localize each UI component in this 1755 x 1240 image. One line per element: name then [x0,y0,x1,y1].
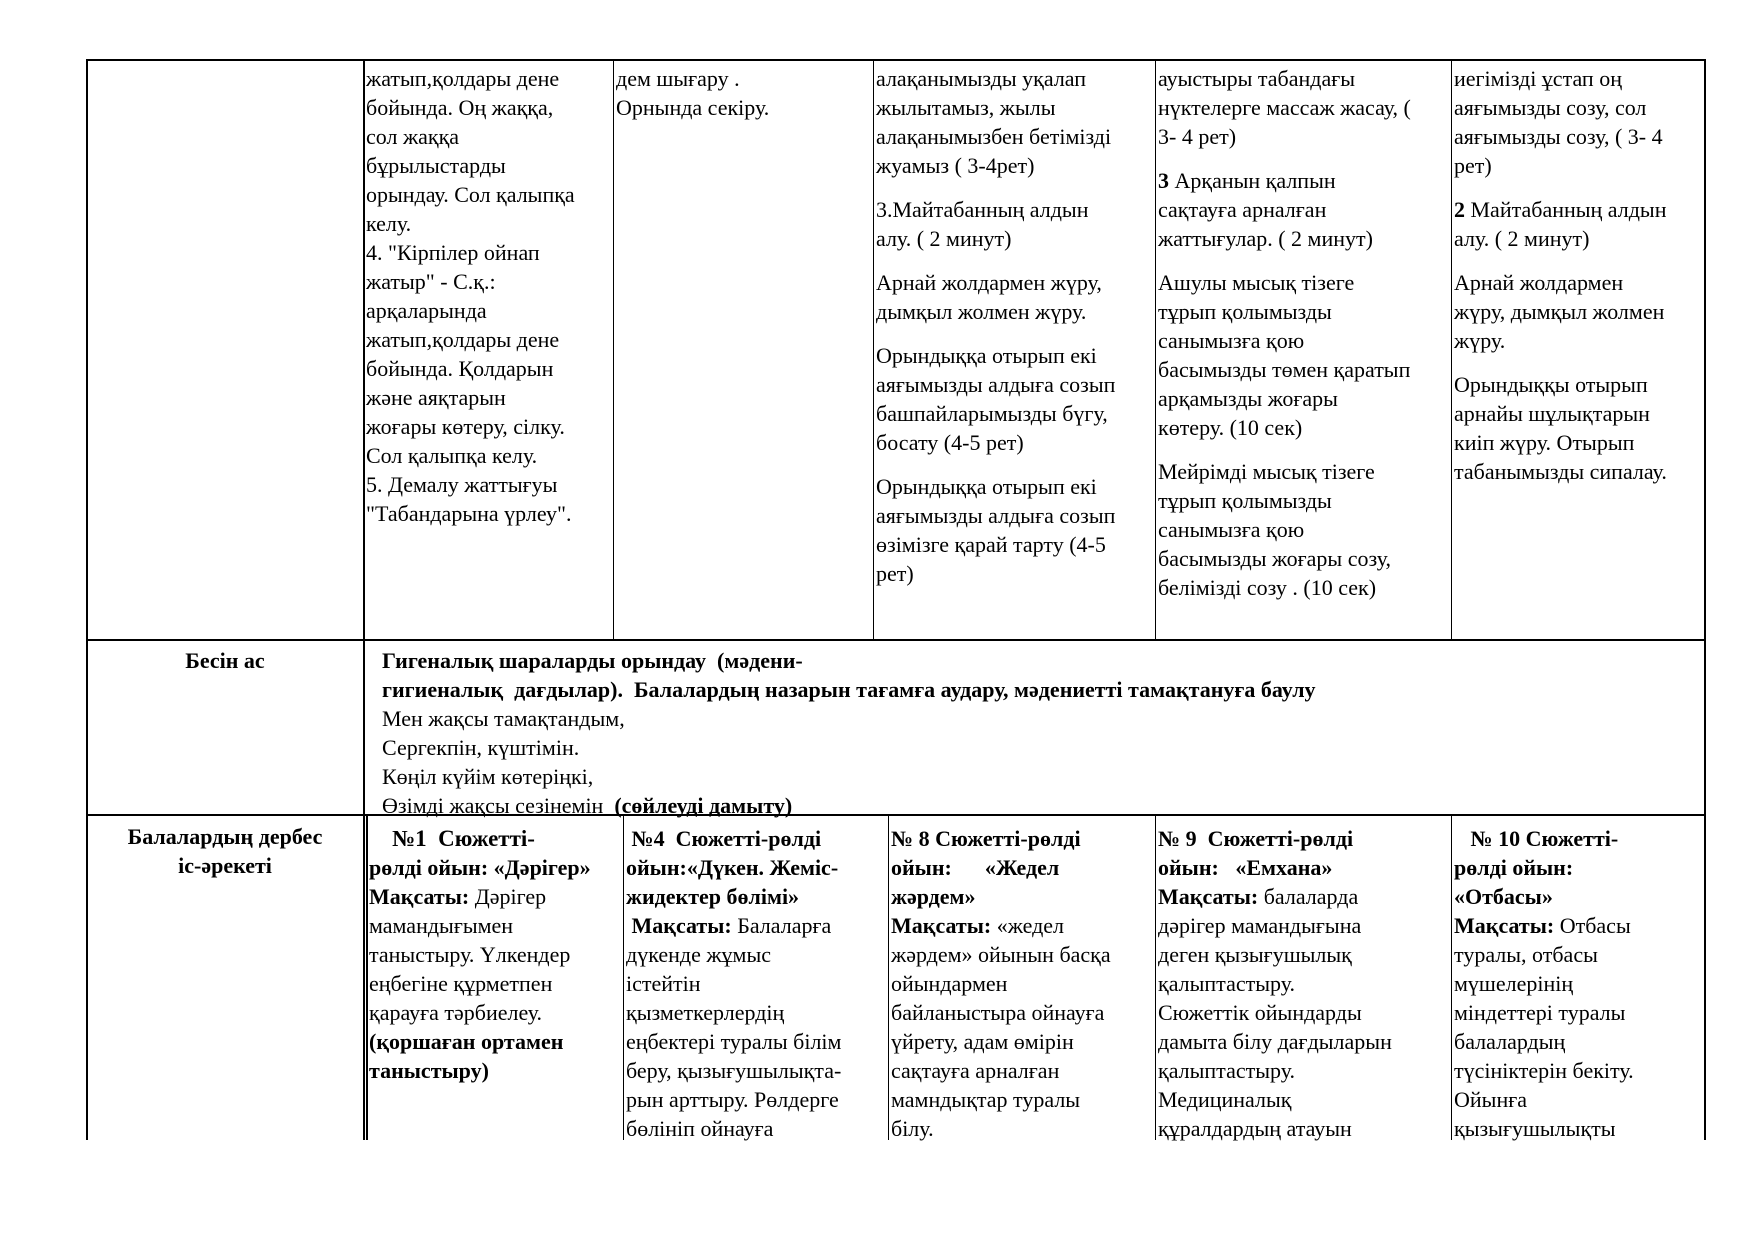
game-title: № 9 Сюжетті-рөлді [1158,826,1354,851]
goal-line: байланыстыра ойнауға [891,1000,1105,1025]
goal-text: «жедел [991,913,1065,938]
exercise-line: орындау. Сол қалыпқа [366,182,575,207]
hygiene-heading: гигиеналық дағдылар). Балалардың назарын тағамға аудару, мәдениетті тамақтануға баулу [382,677,1316,702]
exercise-line: белімізді созу . (10 сек) [1158,575,1377,600]
table-right-border [1704,59,1706,1140]
goal-line: Медициналық [1158,1087,1292,1112]
label-column-border [363,59,365,1140]
goal-line: құралдардың атауын [1158,1116,1352,1141]
game-title: №1 Сюжетті- [369,826,535,851]
step-text: Майтабанның алдын [1465,197,1667,222]
activity-tag: (қоршаған ортамен [369,1029,564,1054]
goal-line: бөлініп ойнауға [626,1116,774,1141]
goal-line: қызығушылықты [1454,1116,1616,1141]
goal-label: Мақсаты: [1158,884,1259,909]
goal-line: беру, қызығушылықта- [626,1058,842,1083]
exercise-line: алақанымызды уқалап [876,66,1087,91]
exercise-line [1158,166,1336,195]
goal-line: міндеттері туралы [1454,1000,1626,1025]
row-label-independent-activity: іс-әрекеті [178,853,272,878]
poem-line: Мен жақсы тамақтандым, [382,706,625,731]
exercise-line: жатып,қолдары дене [366,327,560,352]
exercise-line: 4. "Кірпілер ойнап [366,240,540,265]
poem-line [382,791,792,820]
row3-col-divider-b [623,815,624,1140]
goal-line [626,911,831,940]
game-title: рөлді ойын: «Дәрігер» [369,855,591,880]
exercise-line: жүру. [1454,328,1506,353]
exercise-line: көтеру. (10 сек) [1158,415,1303,440]
goal-text: Дәрігер [469,884,547,909]
exercise-line: Арнай жолдармен [1454,270,1624,295]
goal-line: жәрдем» ойынын басқа [891,942,1111,967]
goal-line: қалыптастыру. [1158,1058,1295,1083]
goal-line: еңбектері туралы білім [626,1029,842,1054]
goal-line: дамыта білу дағдыларын [1158,1029,1392,1054]
exercise-line: жоғары көтеру, сілку. [366,414,565,439]
exercise-line: Ашулы мысық тізеге [1158,270,1355,295]
step-text: Арқанын қалпын [1169,168,1336,193]
game-title: ойын:«Дүкен. Жеміс- [626,855,839,880]
goal-line: қарауға тәрбиелеу. [369,1000,542,1025]
row1-col-divider-c [1155,59,1156,640]
exercise-line: Мейрімді мысық тізеге [1158,459,1375,484]
exercise-line: алу. ( 2 минут) [1454,226,1590,251]
exercise-line: тұрып қолымызды [1158,299,1332,324]
exercise-line: басымызды жоғары созу, [1158,546,1391,571]
exercise-line: арқамызды жоғары [1158,386,1338,411]
exercise-line: жатып,қолдары дене [366,66,560,91]
row-divider-1 [86,639,1706,641]
exercise-line: ауыстыры табандағы [1158,66,1356,91]
activity-tag: таныстыру) [369,1058,489,1083]
exercise-line: басымызды төмен қаратып [1158,357,1411,382]
goal-line: мүшелерінің [1454,971,1574,996]
row1-col-divider-a [613,59,614,640]
exercise-line: санымызға қою [1158,328,1305,353]
goal-line [369,882,546,911]
exercise-line: алу. ( 2 минут) [876,226,1012,251]
exercise-line: арнайы шұлықтарын [1454,401,1650,426]
exercise-line: сақтауға арналған [1158,197,1327,222]
exercise-line: Арнай жолдармен жүру, [876,270,1102,295]
game-title: ойын: «Жедел [891,855,1060,880]
exercise-line: Орындыққы отырып [1454,372,1648,397]
game-title: № 10 Сюжетті- [1454,826,1619,851]
game-title: №4 Сюжетті-рөлді [626,826,822,851]
exercise-line: арқаларында [366,298,487,323]
exercise-line: бойында. Оң жаққа, [366,95,554,120]
goal-line: еңбегіне құрметпен [369,971,553,996]
goal-line: туралы, отбасы [1454,942,1598,967]
game-title: ойын: «Емхана» [1158,855,1333,880]
goal-line: рын арттыру. Рөлдерге [626,1087,839,1112]
exercise-line: 3.Майтабанның алдын [876,197,1089,222]
exercise-line: жаттығулар. ( 2 минут) [1158,226,1373,251]
table-left-border [86,59,88,1140]
row3-col-divider-e [1451,815,1452,1140]
row-divider-2 [86,814,1706,816]
poem-line: Сергекпін, күштімін. [382,735,580,760]
exercise-line: рет) [876,561,914,586]
exercise-line: бойында. Қолдарын [366,356,554,381]
goal-label: Мақсаты: [1454,913,1555,938]
game-title: рөлді ойын: [1454,855,1574,880]
game-title: № 8 Сюжетті-рөлді [891,826,1081,851]
exercise-line: дем шығару . [616,66,740,91]
goal-line [1454,911,1631,940]
goal-line [891,911,1064,940]
goal-line: дәрігер мамандығына [1158,913,1362,938]
game-title: «Отбасы» [1454,884,1553,909]
exercise-line: және аяқтарын [366,385,506,410]
exercise-line: иегімізді ұстап оң [1454,66,1622,91]
exercise-line: сол жаққа [366,124,460,149]
exercise-line: нүктелерге массаж жасау, ( [1158,95,1411,120]
poem-line: Көңіл күйім көтеріңкі, [382,764,594,789]
goal-line: істейтін [626,971,701,996]
goal-line: балалардың [1454,1029,1566,1054]
row1-col-divider-b [873,59,874,640]
game-title: жәрдем» [891,884,976,909]
exercise-line: жатыр" - С.қ.: [366,269,496,294]
exercise-line: жуамыз ( 3-4рет) [876,153,1035,178]
goal-line: білу. [891,1116,934,1141]
exercise-line: Орнында секіру. [616,95,770,120]
table-top-border [86,59,1706,61]
exercise-line: 3- 4 рет) [1158,124,1237,149]
goal-line: Ойынға [1454,1087,1528,1112]
exercise-line: Сол қалыпқа келу. [366,443,538,468]
row-label-independent-activity: Балалардың дербес [127,824,323,849]
row1-col-divider-d [1451,59,1452,640]
poem-text: Өзімді жақсы сезінемін [382,793,615,818]
exercise-line: өзімізге қарай тарту (4-5 [876,532,1106,557]
exercise-line [1454,195,1667,224]
exercise-line: табанымызды сипалау. [1454,459,1667,484]
row3-col-divider-d [1155,815,1156,1140]
goal-text: Балаларға [731,913,832,938]
goal-line: Сюжеттік ойындарды [1158,1000,1362,1025]
goal-line: ойындармен [891,971,1008,996]
step-number: 3 [1158,168,1169,193]
activity-tag: (сөйлеуді дамыту) [614,793,793,818]
goal-line [1158,882,1358,911]
exercise-line: жылытамыз, жылы [876,95,1056,120]
exercise-line: башпайларымызды бүгу, [876,401,1108,426]
exercise-line: аяғымызды созу, сол [1454,95,1647,120]
goal-text: балаларда [1258,884,1359,909]
game-title: жидектер бөлімі» [626,884,800,909]
goal-line: мамандығымен [369,913,514,938]
exercise-line: киіп жүру. Отырып [1454,430,1635,455]
exercise-line: Орындыққа отырып екі [876,343,1097,368]
exercise-line: келу. [366,211,412,236]
row3-col-divider-a [366,815,368,1140]
step-number: 2 [1454,197,1465,222]
goal-line: мамндықтар туралы [891,1087,1081,1112]
goal-line: түсініктерін бекіту. [1454,1058,1634,1083]
exercise-line: "Табандарына үрлеу". [366,501,572,526]
exercise-line: жүру, дымқыл жолмен [1454,299,1665,324]
goal-line: қызметкерлердің [626,1000,785,1025]
goal-line: қалыптастыру. [1158,971,1295,996]
exercise-line: босату (4-5 рет) [876,430,1024,455]
goal-line: деген қызығушылық [1158,942,1352,967]
goal-label: Мақсаты: [626,913,732,938]
goal-line: үйрету, адам өмірін [891,1029,1074,1054]
hygiene-heading: Гигеналық шараларды орындау (мәдени- [382,648,803,673]
goal-label: Мақсаты: [891,913,992,938]
row3-col-divider-c [888,815,889,1140]
goal-line: сақтауға арналған [891,1058,1060,1083]
exercise-line: 5. Демалу жаттығуы [366,472,558,497]
row-label-lunch: Бесін ас [185,648,265,673]
goal-label: Мақсаты: [369,884,470,909]
goal-line: дүкенде жұмыс [626,942,771,967]
exercise-line: аяғымызды созу, ( 3- 4 [1454,124,1663,149]
exercise-line: санымызға қою [1158,517,1305,542]
exercise-line: алақанымызбен бетімізді [876,124,1112,149]
exercise-line: бұрылыстарды [366,153,506,178]
goal-line: таныстыру. Үлкендер [369,942,571,967]
exercise-line: тұрып қолымызды [1158,488,1332,513]
goal-text: Отбасы [1554,913,1631,938]
exercise-line: дымқыл жолмен жүру. [876,299,1087,324]
exercise-line: Орындыққа отырып екі [876,474,1097,499]
exercise-line: аяғымызды алдыға созып [876,503,1116,528]
exercise-line: рет) [1454,153,1492,178]
exercise-line: аяғымызды алдыға созып [876,372,1116,397]
